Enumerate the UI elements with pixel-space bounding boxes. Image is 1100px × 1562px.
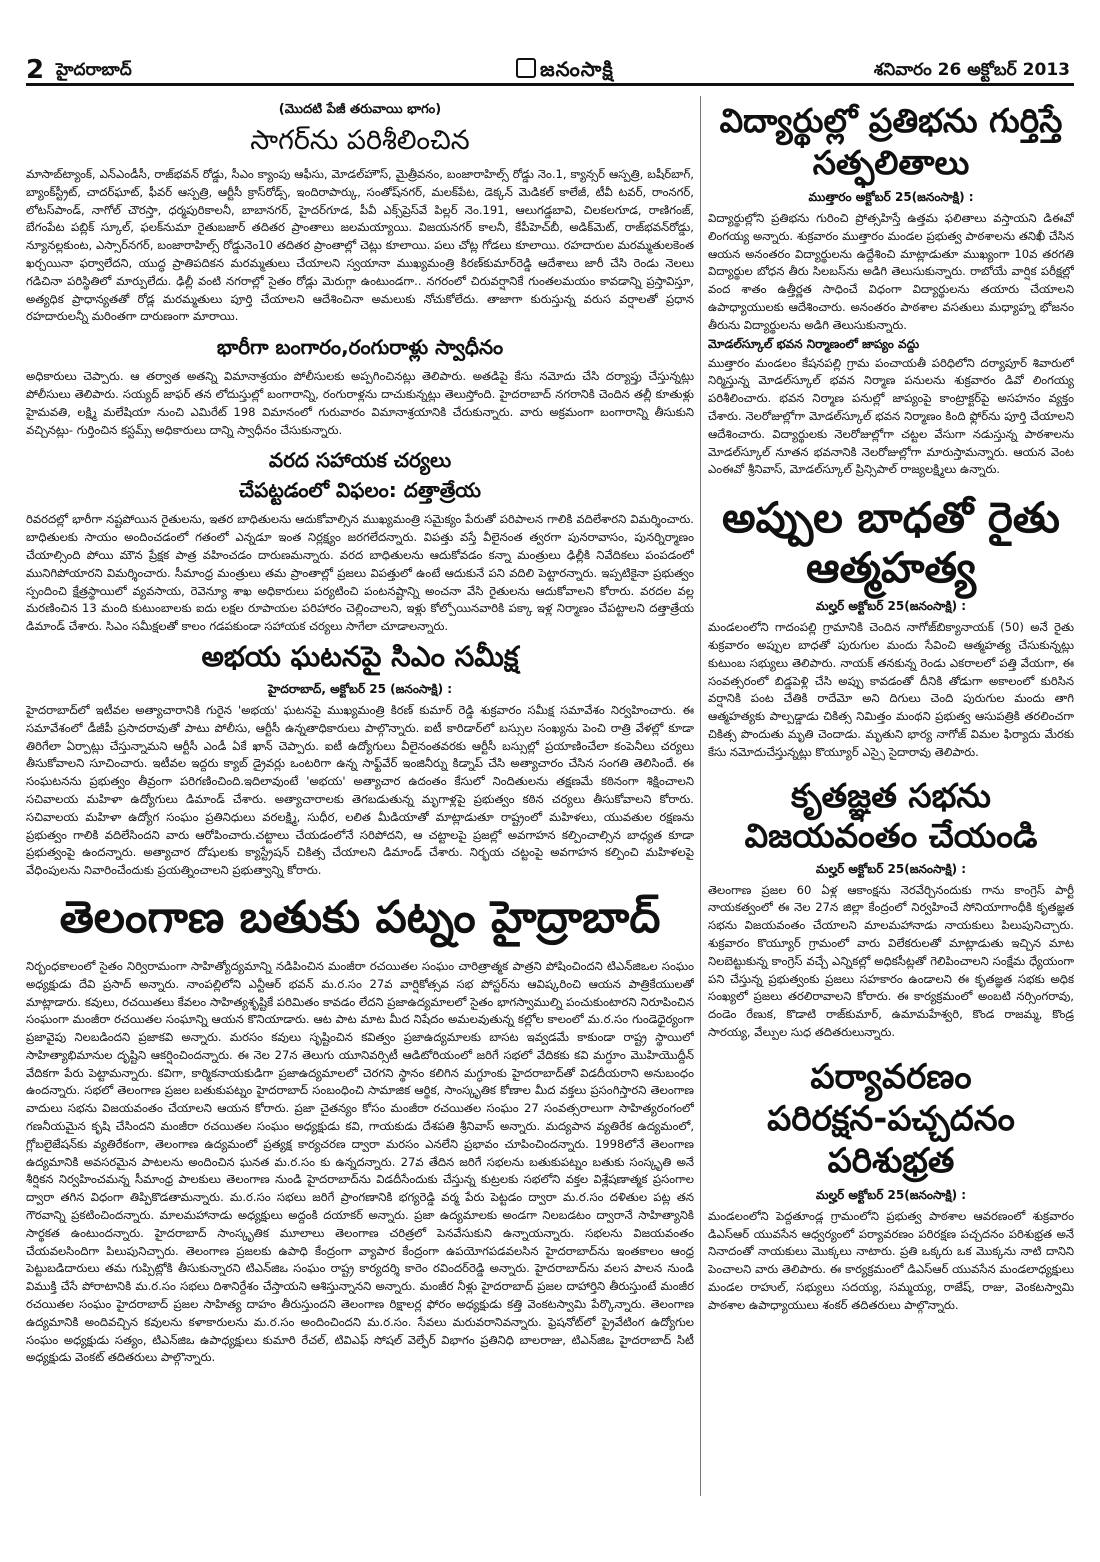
headline-line-2: ఆత్మహత్య bbox=[805, 543, 977, 593]
article-body: రివరదల్లో భారీగా నష్టపోయిన రైతులను, ఇతర బాధితులను ఆదుకోవాల్సిన ముఖ్యమంత్రి సమైక్యం పేరుతో పరిపాలన గాలికి వదిలేశారని విమర్శించారు. బాధితులకు సాయం అందించడంలో గతంలో ఎన్నడూ ఇంత నిర్లక్ష్యం జరగలేదన్నారు. విపత్తు వస్తే వీలైనంత త్వరగా పునరావాసం, పునర్నిర్మాణం చేయాల్సింది పోయి మౌన ప్రేక్షక పాత్ర వహించడం దారుణమన్నారు. వరద బాధితులను ఆదుకోవడం కన్నా మంత్రులు ఢిల్లీకి నివేదికలు పంపడంలో మునిగిపోయారని విమర్శించారు. సీమాంధ్ర మంత్రులు తమ ప్రాంతాల్లో ప్రజలు విపత్తులో ఉంటే ఆదుకునే పని వదిలి పెట్టారన్నారు. ఇప్పటికైనా ప్రభుత్వం స్పందించి క్షేత్రస్థాయిలో వ్యవసాయ, రెవెన్యూ శాఖ అధికారులు పర్యటించి పంటనష్టాన్ని అంచనా వేసి రైతులను ఆదుకోవాలని కోరారు. వరదల వల్ల మరణించిన 13 మంది కుటుంబాలకు ఐదు లక్షల రూపాయల పరిహారం చెల్లించాలని, ఇళ్లు కోల్పోయినవారికి పక్కా ఇళ్ల నిర్మాణం చేపట్టాలని దత్తాత్రేయ డిమాండ్ చేశారు. సిఎం సమీక్షలతో కాలం గడపకుండా సహాయక చర్యలు సాగేలా చూడాలన్నారు. bbox=[26, 512, 694, 634]
headline-line-2: సత్ఫలితాలు bbox=[812, 143, 970, 182]
dateline: మల్హర్ అక్టోబర్ 25(జనంసాక్షి) : bbox=[815, 1187, 967, 1202]
article-body: తెలంగాణ ప్రజల 60 ఏళ్ల ఆకాంక్షను నెరవేర్చినందుకు గాను కాంగ్రెస్ పార్టీ నాయకత్వంలో ఈ నెల 27న జిల్లా కేంద్రంలో నిర్వహించే సోనియాగాంధీకి కృతజ్ఞత సభను విజయవంతం చేయాలని మాలమహానాడు నాయకులు పిలుపునిచ్చారు. శుక్రవారం కొయ్యూర్ గ్రామంలో వారు విలేకరులతో మాట్లాడుతు ఇచ్చిన మాట నిలబెట్టుకున్న కాంగ్రెస్ వచ్చే ఎన్నికల్లో అధికసీట్లతో గెలిపించాలని సంక్షేమ ధ్యేయంగా పని చేస్తున్న ప్రభుత్వంకు ప్రజలు సహకారం ఉండాలని ఈ కృతజ్ఞత సభకు అధిక సంఖ్యలో ప్రజలు తరలిరావాలని కోరారు. ఈ కార్యక్రమంలో అంబటి నర్సింగరావు, దండెం రేణుక, కొడాటి రాజ్‌కుమార్, ఉమామహేశ్వరి, కొండ రాజమ్మ, కొండ్ర సారయ్య, వేల్పుల సుధ తదితరులున్నారు. bbox=[708, 882, 1074, 1039]
issue-date: శనివారం 26 అక్టోబర్ 2013 bbox=[873, 60, 1070, 80]
headline-line-2: చేపట్టడంలో విఫలం: దత్తాత్రేయ bbox=[238, 478, 482, 503]
article-body: అధికారులు చెప్పారు. ఆ తర్వాత అతన్ని విమానాశ్రయం పోలీసులకు అప్పగించినట్లు తెలిపారు. అతడిపై కేసు నమోదు చేసి దర్యాప్తు చేస్తున్నట్లు పోలీసులు తెలిపారు. సయ్యద్ జాఫర్ తన లోదుస్తుల్లో బంగారాన్ని, రంగురాళ్లను దాచుకున్నట్లు తెలుస్తోంది. హైదరాబాద్ నగరానికి చెందిన తల్లీ కూతుళ్లు హైమవతి, లక్ష్మి మలేషియా నుంచి ఎమిరేట్ 198 విమానంలో గురువారం విమానాశ్రయానికి చేరుకున్నారు. వారు అక్రమంగా బంగారాన్ని తీసుకుని వచ్చినట్లు- గుర్తించిన కస్టమ్స్ అధికారులు దాన్ని స్వాధీనం చేసుకున్నారు. bbox=[26, 369, 694, 437]
headline-line-1: కృతజ్ఞత సభను bbox=[791, 775, 991, 815]
headline: అభయ ఘటనపై సిఎం సమీక్ష bbox=[201, 639, 519, 673]
dateline: ముత్తారం అక్టోబర్ 25(జనంసాక్షి) : bbox=[808, 190, 974, 204]
article-sagar bbox=[26, 124, 694, 326]
article-body-2: ముత్తారం మండలం కేషనపల్లి గ్రామ పంచాయతీ పరిధిలోని దర్యాపూర్ శివారులో నిర్మిస్తున్న మోడల్‌స్కూల్ భవన నిర్మాణ పనులను శుక్రవారం డివో లింగయ్య పరిశీలించారు. భవన నిర్మాణ పనుల్లో జాప్యంపై కాంట్రాక్టర్‌పై అసహనం వ్యక్తం చేశారు. నెలరోజుల్లోగా మోడల్‌స్కూల్ భవన నిర్మాణం కింది ఫ్లోర్‌ను పూర్తి చేయాలని ఆదేశించారు. విద్యార్థులకు నెలరోజుల్లోగా చట్టల వేసుగా నడుస్తున్న పాఠశాలను మోడల్‌స్కూల్ నూతన భవనానికి నెలరోజుల్లోగా మారుస్తామన్నారు. ఆయన వెంట ఎంఈవో శ్రీనివాస్, మోడల్‌స్కూల్ ప్రిన్సిపాల్ రాజ్యలక్ష్మిలు ఉన్నారు. bbox=[708, 355, 1074, 477]
paper-name bbox=[516, 56, 614, 82]
headline-line-1: అప్పుల బాధతో రైతు bbox=[722, 493, 1060, 543]
headline-line-3: పరిశుభ్రత bbox=[827, 1140, 955, 1181]
article-body: నిర్బంధకాలంలో సైతం నిర్విరామంగా సాహిత్యోద్యమాన్ని నడిపించిన మంజీరా రచయితల సంఘం చారిత్రాత్మక పాత్రని పోషించిందని టిఎన్‌జిఒల సంఘం అధ్యక్షుడు దేవి ప్రసాద్ అన్నారు. నాంపల్లిలోని ఎన్టీఆర్ భవన్ మ.ర.సం 27వ వార్షికోత్సవ సభ పోస్టర్‌ను ఆవిష్కరించి ఆయన పాత్రికేయులతో మాట్లాడారు. కవులు, రచయితలు కేవలం సాహిత్యశృష్టికే పరిమితం కావడం లేదని ప్రజాఉద్యమాలలో సైతం భాగస్వాముల్ని పంచుకుంటారని నిరూపించిన సంఘంగా మంజీరా రచయితల సంఘాన్ని ఆయన కొనియాడారు. ఆట పాట మాట మీద నిషేదం అమలవుతున్న కల్లోల కాలంలో మ.ర.సం గుండెధైర్యంగా ప్రజావైపు నిలబడిందని ప్రజాకవి అన్నారు. మరసం కవులు సృష్టించిన కవిత్వం ప్రజాఉద్యమాలకు బాసట ఇవ్వడమే కాకుండా రాష్ట్ర స్థాయిలో సాహిత్యాభిమానుల దృష్టిని ఆకర్షించిందన్నారు. ఈ నెల 27న తెలుగు యూనివర్సిటీ ఆడిటోరియంలో జరిగే సభలో వేదికకు కవి మగ్ధూం మొహియొద్దీన్ వేదికగా పేరు పెట్టామన్నారు. కవిగా, కార్మికనాయకుడిగా ప్రజాఉద్యమాలలో చెరగని స్థానం కలిగిన మగ్ధూంకు హైదరాబాద్‌తో విడదీయరాని అనుబంధం ఉందన్నారు. సభలో తెలంగాణ ప్రజల బతుకుపట్నం హైదరాబాద్ సంబంధించి సామాజిక ఆర్థిక, సాంస్కృతిక కోణాల మీద వక్తలు ప్రసంగిస్తారని తెలంగాణ వాదులు సభను విజయవంతం చేయాలని ఆయన కోరారు. ప్రజా చైతన్యం కోసం మంజీరా రచయితల సంఘం 27 సంవత్సరాలుగా సాహిత్యరంగంలో గణనీయమైన కృషి చేసిందని మంజీరా రచయితల సంఘం అధ్యక్షుడు కవి, గాయకుడు దేశపతి శ్రీనివాస్ అన్నారు. మద్యపాన వ్యతిరేక ఉద్యమంలో, గ్లోబలైజేషన్‌కు వ్యతిరేకంగా, తెలంగాణ ఉద్యమంలో ప్రత్యక్ష కార్యచరణ ద్వారా మరసం ఎనలేని ప్రభావం చూపించిందన్నారు. 1998లోనే తెలంగాణ ఉద్యమానికి అవసరమైన పాటలను అందించిన ఘనత మ.ర.సం కు ఉన్నదన్నారు. 27వ తేదిన జరిగే సభలను బతుకుపట్నం బతుకు సంస్కృతి అనే శీర్షికన నిర్వహించమన్న సీమాంధ్ర పాలకులు తెలంగాణ నుండి హైదరాబాద్‌ను విడదీసేందుకు చేస్తున్న కుట్రలకు సభలోని వక్తల విశ్లేషణాత్మక ప్రసంగాల ద్వారా తగిన విధంగా తిప్పికొడతామన్నారు. మ.ర.సం సభలు జరిగే ప్రాంగణానికి భగ్యరెడ్డి వర్మ పేరు పెట్టడం ద్వారా మ.ర.సం దళితుల పట్ల తన గౌరవాన్ని ప్రకటించిందన్నారు. మాలమహానాడు అధ్యక్షులు అద్దంకి దయాకర్ అన్నారు. ప్రజా ఉద్యమాలకు అండగా నిలబడటం ద్వారానే సాహిత్యానికి సార్థకత ఉంటుందన్నారు. హైదరాబాద్ సాంస్కృతిక మూలాలు తెలంగాణ చరిత్రలో పెనవేసుకుని ఉన్నాయన్నారు. సభలను విజయవంతం చేయవలసిందిగా పిలుపునిచ్చారు. తెలంగాణ ప్రజలకు ఉపాధి కేంద్రంగా వ్యాపార కేంద్రంగా ఉపయోగపడవలసిన హైదరాబాద్‌ను ఇంతకాలం ఆంధ్ర పెట్టుబడిదారులు తమ గుప్పిట్లోకి తీసుకున్నారని టిఎన్‌జిఒ సంఘం రాష్ట్ర కార్యదర్శి కారెం రవిందర్‌రెడ్డి అన్నారు. హైదరాబాద్‌ను వలస పాలన నుండి విముక్తి చేసే పోరాటానికి మ.ర.సం సభలు దిశానిర్దేశం చేస్తాయని ఆశిస్తున్నానని అన్నారు. మంజీర నీళ్లు హైదరాబాద్ ప్రజల దాహార్తిని తీరుస్తుంటే మంజీర రచయితల సంఘం హైదరాబాద్ ప్రజల సాహిత్య దాహం తీరుస్తుందని తెలంగాణ రిక్షాలర్ల ఫోరం అధ్యక్షుడు కత్తి వెంకటస్వామి పేర్కొన్నారు. తెలంగాణ ఉద్యమానికి అందివచ్చిన కవులను కళాకారులను మ.ర.సం అందించిందని మ.ర.సం. సేవలు మరువరానివన్నారు. ఫ్రెషనోట్‌లో ప్రైవేటింగ ఉద్యోగుల సంఘం అధ్యక్షుడు సత్యం, టిఎన్‌జిఒ ఉపాధ్యక్షులు కుమారి రేచల్, టివిఎఫ్ సోషల్ వెల్ఫేర్ విభాగం ప్రతినిధి బాలరాజు, టిఎన్‌జిఒ హైదరాబాద్ సిటీ అధ్యక్షుడు వెంకట్ తదితరులు పాల్గొన్నారు. bbox=[26, 958, 694, 1365]
article-gratitude-meeting bbox=[708, 776, 1074, 1042]
article-body: మండలంలోని గాదంపల్లి గ్రామానికి చెందిన నాగోజ్‌బిక్యానాయక్ (50) అనే రైతు శుక్రవారం అప్పుల బాధతో పురుగుల మందు సేవించి ఆత్మహత్య చేసుకున్నట్లు కుటుంబ సభ్యులు తెలిపారు. నాయక్ తనకున్న రెండు ఎకరాలలో పత్తి వేయగా, ఈ సంవత్సరంలో బిడ్డపెళ్లి చేసి అప్పు కావడంతో దీనికి తోడుగా అకాలంలో కురిసిన వర్షానికి పంట చేతికి రాదేమో అని దిగులు చెంది పురుగుల మందు తాగి ఆత్మహత్యకు పాల్పడ్డాడు చికిత్స నిమిత్తం మంథని ప్రభుత్వ ఆసుపత్రికి తరలించగా చికిత్స పొందుతు మృతి చెందాడు. మృతుని భార్య నాగోజ్ విమల ఫిర్యాదు మేరకు కేసు నమోదుచేస్తున్నట్లు కొయ్యూర్ ఎస్సై సైదారావు తెలిపారు. bbox=[708, 620, 1074, 759]
paper-logo-icon bbox=[516, 58, 536, 78]
headline-line-2: పరిరక్షన-పచ్చదనం bbox=[767, 1098, 1015, 1139]
city-edition: హైదరాబాద్ bbox=[56, 60, 132, 80]
dateline: హైదరాబాద్, అక్టోబర్ 25 (జనంసాక్షి) : bbox=[267, 681, 453, 696]
article-abhaya-review bbox=[26, 640, 694, 880]
continuation-note: (మొదటి పేజీ తరువాయి భాగం) bbox=[278, 102, 442, 117]
article-farmer-suicide bbox=[708, 493, 1074, 761]
headline: సాగర్‌ను పరిశీలించిన bbox=[250, 125, 470, 156]
headline-line-1: విద్యార్థుల్లో ప్రతిభను గుర్తిస్తే bbox=[719, 101, 1063, 140]
article-gold-seized bbox=[26, 334, 694, 439]
article-environment bbox=[708, 1056, 1074, 1315]
headline-line-1: వరద సహాయక చర్యలు bbox=[268, 448, 452, 473]
column-divider bbox=[700, 96, 701, 1496]
article-body: మండలంలోని పెద్దతూండ్ల గ్రామంలోని ప్రభుత్వ పాఠశాల ఆవరణంలో శుక్రవారం డిఎస్‌ఆర్ యువసేన ఆధ్వర్యంలో పర్యావరణం పరిరక్షణ పచ్చదనం పరిశుభ్రత అనే నినాదంతో నాయకులు మొక్కలు నాటారు. ప్రతి ఒక్కరు ఒక మొక్కను నాటి దానిని పెంచాలని వారు తెలిపారు. ఈ కార్యక్రమంలో డిఎస్‌ఆర్ యువసేన మండలాధ్యక్షులు మండల రాహుల్, సభ్యులు సదయ్య, సమ్మయ్య, రాజేష్, రాజు, వెంకటస్వామి పాఠశాల ఉపాధ్యాయులు శంకర్ తదితరులు పాల్గొన్నారు. bbox=[708, 1208, 1074, 1312]
article-flood-relief bbox=[26, 447, 694, 636]
dateline: మల్హర్ అక్టోబర్ 25(జనంసాక్షి) : bbox=[815, 599, 967, 614]
right-column bbox=[708, 96, 1074, 1536]
article-body: విద్యార్థుల్లోని ప్రతిభను గురించి ప్రోత్సహిస్తే ఉత్తమ ఫలితాలు వస్తాయని డిఈవో లింగయ్య అన్నారు. శుక్రవారం ముత్తారం మండల ప్రభుత్వ పాఠశాలను తనిఖీ చేసిన ఆయన అనంతరం విద్యార్థులను ఉద్దేశించి మాట్లాడుతూ ముఖ్యంగా 10వ తరగతి విద్యార్థుల బోధన తీరు సిలబస్‌ను అడిగి తెలుసుకున్నారు. రాబోయే వార్షిక పరీక్షల్లో వంద శాతం ఉత్తీర్ణత సాధించే విధంగా విద్యార్థులను తయారు చేయాలని ఉపాధ్యాయులకు ఆదేశించారు. అనంతరం పాఠశాల వసతులు మధ్యాహ్న భోజనం తీరును విద్యార్థులను అడిగి తెలుసుకున్నారు. bbox=[708, 211, 1074, 332]
left-column bbox=[26, 96, 694, 1536]
article-telangana-hyderabad bbox=[26, 892, 694, 1367]
headline-line-2: విజయవంతం చేయండి bbox=[744, 815, 1038, 855]
headline: భారీగా బంగారం,రంగురాళ్లు స్వాధీనం bbox=[216, 335, 504, 360]
page-number: 2 bbox=[26, 55, 45, 85]
article-student-talent bbox=[708, 100, 1074, 479]
headline: తెలంగాణ బతుకు పట్నం హైద్రాబాద్ bbox=[59, 891, 661, 943]
article-body: మాసాబ్‌ట్యాంక్, ఎన్‌ఎండీసీ, రాజ్‌భవన్ రోడ్డు, సీఎం క్యాంపు ఆఫీసు, మోడల్‌హౌస్, మైత్రీవనం, బంజారాహిల్స్ రోడ్డు నెం.1, క్యాన్సర్ ఆస్పత్రి, బషీర్‌బాగ్, బ్యాంక్‌స్ట్రీట్, చాదర్‌ఘాట్, ఫీవర్ ఆస్పత్రి, ఆర్టీసీ క్రాస్‌రోడ్స్, ఇందిరాపార్కు, సంతోష్‌నగర్, మలక్‌పేట, డెక్కన్ మెడికల్ కాలేజీ, టీవీ టవర్, రాంనగర్, లోటస్‌పాండ్, నాగోల్ చౌరస్తా, ధర్మపురికాలనీ, బాబానగర్, హైదర్‌గూడ, పీవీ ఎక్స్‌ప్రెస్‌వే పిల్లర్ నెం.191, ఆలుగడ్డబావి, చిలకలగూడ, రాణిగంజ్, బేగంపేట పబ్లిక్ స్కూల్, ఫలక్‌నుమా రైతుబజార్ తదితర ప్రాంతాలు జలమయ్యాయి. విజయనగర్ కాలనీ, కేపీహెచ్‌బీ, అడిక్‌మెట్, రాజ్‌భవన్‌రోడ్డు, న్యూనల్లకుంట, ఎస్సార్‌నగర్, బంజారాహిల్స్ రోడ్డునెం10 తదితర ప్రాంతాల్లో చెట్లు కూలాయి. పలు చోట్ల గోడలు కూలాయి. రహదారుల మరమ్మతులకెంత ఖర్చయినా ఫర్వాలేదని, యుద్ధ ప్రాతిపదికన మరమ్మతులు చేయాలని స్వయానా ముఖ్యమంత్రి కిరణ్‌కుమార్‌రెడ్డి ఆదేశాలు జారీ చేసి రెండు నెలలు గడిచినా పరిస్థితిలో మార్పులేదు. ఢిల్లీ వంటి నగరాల్లో సైతం రోడ్లు మెరుగ్గా ఉంటుండగా.. నగరంలో చిరువర్షానికే గుంతలమయం కావడాన్ని ప్రస్తావిస్తూ, అత్యధిక ప్రాధాన్యతతో రోడ్ల మరమ్మతులు పూర్తి చేయాలని ఆదేశించినా అమలుకు నోచుకోలేదు. తాజాగా కురుస్తున్న వరుస వర్షాలతో ప్రధాన రహదారులన్నీ మరింతగా దారుణంగా మారాయి. bbox=[26, 167, 694, 324]
article-body: హైదరాబాద్‌లో ఇటీవల అత్యాచారానికి గురైన 'అభయ' ఘటనపై ముఖ్యమంత్రి కిరణ్ కుమార్ రెడ్డి శుక్రవారం సమీక్ష సమావేశం నిర్వహించారు. ఈ సమావేశంలో డీజీపీ ప్రసాదరావుతో పాటు పోలీసు, ఆర్టీసీ ఉన్నతాధికారులు పాల్గొన్నారు. ఐటీ కారిడార్‌లో బస్సుల సంఖ్యను పెంచి రాత్రి వేళల్లో కూడా తిరిగేలా ఏర్పాట్లు చేస్తున్నామని ఆర్టీసీ ఎండీ ఏకే ఖాన్ చెప్పారు. ఐటీ ఉద్యోగులు వీలైనంతవరకు ఆర్టీసీ బస్సుల్లో ప్రయాణించేలా కంపెనీలు చర్యలు తీసుకోవాలని సూచించారు. ఇటీవల ఇద్దరు క్యాబ్ డ్రైవర్లు ఒంటరిగా ఉన్న సాఫ్ట్‌వేర్ ఇంజినీర్ను కిడ్నాప్ చేసి అత్యాచారం చేసిన సంగతి తెలిసిందే. ఈ సంఘటనను ప్రభుత్వం తీవ్రంగా పరిగణించింది.ఇదిలావుంటే 'అభయ' అత్యాచార ఉదంతం కేసులో నిందితులను తక్షణమే కఠినంగా శిక్షించాలని సచివాలయ మహిళా ఉద్యోగులు డిమాండ్ చేశారు. అత్యాచారాలకు తెగబడుతున్న మృగాళ్లపై ప్రభుత్వం కఠిన చర్యలు తీసుకోవాలని కోరారు. సచివాలయ మహిళా ఉద్యోగ సంఘం ప్రతినిధులు వరలక్ష్మి, సుధీర, లలిత మీడియాతో మాట్లాడుతూ రాష్ట్రంలో మహిళలు, యువతుల రక్షణను ప్రభుత్వం గాలికి వదిలేసిందని వారు ఆరోపించారు.చట్టాలు చేయడంలోనే సరిపోదని, ఆ చట్టాలపై ప్రజల్లో అవగాహన కల్పించాల్సిన బాధ్యత కూడా ప్రభుత్వంపై ఉందన్నారు. అత్యాచార దోషులకు క్యాస్ట్రేషన్ చికిత్స చేయాలని డిమాండ్ చేశారు. నిర్భయ చట్టంపై అవగాహన కల్పించి మహిళలపై వేధింపులను నివారించేందుకు ప్రయత్నించాలని ప్రభుత్వాన్ని కోరారు. bbox=[26, 702, 694, 878]
masthead bbox=[26, 56, 1074, 86]
paper-name-text: జనంసాక్షి bbox=[540, 57, 614, 81]
subheading: మోడల్‌స్కూల్ భవన నిర్మాణంలో జాప్యం వద్దు bbox=[708, 336, 920, 351]
headline-line-1: పర్యావరణం bbox=[810, 1056, 972, 1097]
dateline: మల్హర్ అక్టోబర్ 25(జనంసాక్షి) : bbox=[815, 861, 967, 876]
